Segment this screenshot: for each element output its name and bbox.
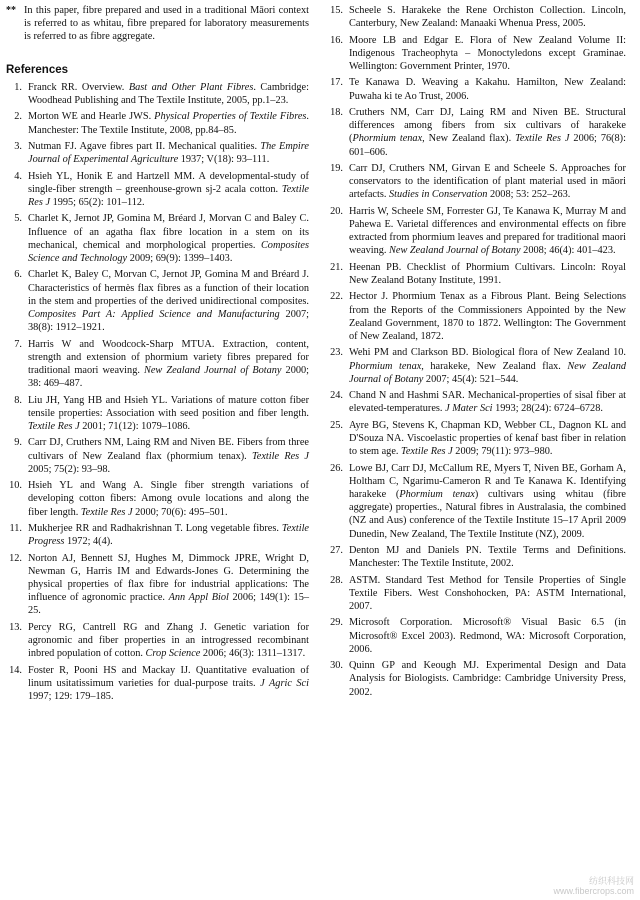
reference-italic-segment: Textile Res J bbox=[28, 183, 309, 208]
reference-text-segment: 2009; 69(9): 1399–1403. bbox=[127, 253, 233, 264]
reference-item bbox=[327, 659, 626, 699]
reference-italic-segment: J Mater Sci bbox=[445, 403, 493, 415]
reference-italic-segment: Textile Res J bbox=[515, 133, 570, 145]
reference-text-segment: 2000; 70(6): 495–501. bbox=[132, 506, 228, 518]
reference-text-segment: 2009; 79(11): 973–980. bbox=[452, 446, 553, 458]
reference-text-segment: Liu JH, Yang HB and Hsieh YL. Variations of mature cotton fiber tensile properties: Association with seed position and fiber length. bbox=[28, 394, 309, 419]
reference-item bbox=[6, 436, 309, 476]
reference-text-segment: 2005; 75(2): 93–98. bbox=[28, 463, 111, 475]
reference-item bbox=[6, 170, 309, 210]
reference-text-segment: Hector J. Phormium Tenax as a Fibrous Plant. Being Selections from the Reports of the Commissioners Appointed by the New Zealand Government, 1870 to 1872. Wellington: The Government of New Zealand, 1872. bbox=[349, 291, 626, 342]
reference-number: 10. bbox=[9, 480, 22, 492]
reference-text bbox=[349, 4, 626, 30]
reference-text bbox=[28, 170, 309, 210]
reference-text-segment: Wehi PM and Clarkson BD. Biological flora of New Zealand 10. bbox=[349, 347, 626, 359]
reference-italic-segment: Physical Properties of Textile Fibres bbox=[154, 111, 307, 123]
reference-item bbox=[327, 162, 626, 202]
reference-text-segment: 1937; V(18): 93–111. bbox=[178, 154, 270, 166]
reference-italic-segment: Textile Res J bbox=[80, 506, 133, 518]
reference-text-segment: Franck RR. Overview. bbox=[28, 81, 129, 93]
reference-text-segment: 2007; 38(8): 1912–1921. bbox=[28, 309, 310, 334]
reference-text bbox=[28, 552, 309, 618]
reference-text-segment: . Manchester: The Textile Institute, 2008, pp.84–85. bbox=[28, 111, 309, 136]
reference-italic-segment: Textile Res J bbox=[401, 446, 453, 458]
reference-text-segment: 2006; 149(1): 15–25. bbox=[28, 592, 310, 617]
reference-text bbox=[28, 621, 309, 661]
reference-text-segment: Quinn GP and Keough MJ. Experimental Design and Data Analysis for Biologists. Cambridge: Cambridge University Press, 2002. bbox=[349, 660, 626, 698]
reference-number: 26. bbox=[330, 462, 343, 474]
reference-text-segment: Heenan PB. Checklist of Phormium Cultivars. Lincoln: Royal New Zealand Botany Institute, 1991. bbox=[349, 261, 626, 286]
reference-item bbox=[327, 616, 626, 656]
reference-item bbox=[327, 574, 626, 614]
reference-italic-segment: Textile Res J bbox=[252, 450, 310, 462]
reference-text-segment: Ayre BG, Stevens K, Chapman KD, Webber CL, Dagnon KL and D'Souza NA. Viscoelastic properties of kenaf bast fiber in relation to stem age. bbox=[349, 419, 626, 458]
reference-number: 18. bbox=[330, 106, 343, 118]
reference-item bbox=[6, 338, 309, 391]
reference-text-segment: 2001; 71(12): 1079–1086. bbox=[79, 421, 191, 432]
reference-item bbox=[327, 106, 626, 159]
reference-number: 28. bbox=[330, 574, 343, 586]
reference-item bbox=[6, 81, 309, 107]
reference-text-segment: 2008; 46(4): 401–423. bbox=[520, 245, 616, 257]
reference-item bbox=[327, 346, 626, 386]
reference-text-segment: . Cambridge: Woodhead Publishing and The Textile Institute, 2005, pp.1–23. bbox=[28, 81, 309, 107]
reference-text bbox=[28, 212, 309, 265]
reference-number: 14. bbox=[9, 664, 22, 676]
reference-item bbox=[327, 419, 626, 459]
right-column bbox=[319, 4, 626, 900]
reference-text-segment: 1995; 65(2): 101–112. bbox=[50, 197, 145, 208]
reference-text-segment: Charlet K, Jernot JP, Gomina M, Bréard J, Morvan C and Baley C. Influence of an agatha flax fibre location in a stem on its mechanical, chemical and morphological properties. bbox=[28, 213, 309, 251]
reference-text-segment: Lowe BJ, Carr DJ, McCallum RE, Myers T, Niven BE, Gorham A, Holtham C, Ngarimu-Cameron R and Te Kanawa K. Identifying harakeke ( bbox=[349, 462, 626, 500]
reference-number: 20. bbox=[330, 205, 343, 217]
reference-number: 4. bbox=[14, 170, 22, 182]
reference-number: 30. bbox=[330, 660, 343, 672]
reference-text-segment: 2008; 53: 252–263. bbox=[487, 189, 571, 201]
references-heading: References bbox=[6, 63, 69, 76]
watermark-line-2: www.fibercrops.com bbox=[553, 886, 634, 896]
reference-item bbox=[6, 394, 309, 434]
reference-text-segment: 2000; 38: 469–487. bbox=[28, 365, 309, 390]
reference-text bbox=[349, 205, 626, 258]
reference-text bbox=[28, 394, 309, 434]
reference-item bbox=[6, 110, 309, 136]
reference-item bbox=[6, 140, 309, 166]
footnote bbox=[6, 4, 309, 44]
reference-text bbox=[28, 81, 309, 107]
reference-number: 5. bbox=[14, 213, 22, 225]
reference-text bbox=[349, 389, 626, 415]
reference-number: 9. bbox=[14, 437, 22, 449]
reference-item bbox=[6, 212, 309, 265]
reference-text bbox=[28, 664, 309, 704]
reference-number: 1. bbox=[14, 81, 22, 93]
reference-text bbox=[349, 419, 626, 459]
reference-item bbox=[6, 664, 309, 704]
reference-italic-segment: Composites Science and Technology bbox=[28, 239, 309, 264]
footnote-text: In this paper, fibre prepared and used in a traditional Māori context is referred to as whitau, fibre prepared for laboratory measurements is referred to as fibre aggregate. bbox=[24, 5, 309, 43]
reference-italic-segment: Phormium tenax bbox=[352, 133, 423, 145]
reference-text-segment: Scheele S. Harakeke the Rene Orchiston Collection. Lincoln, Canterbury, New Zealand: Manaaki Whenua Press, 2005. bbox=[349, 5, 626, 30]
reference-text-segment: ) cultivars using whitau (fibre aggregate) properties., Natural fibres in Australasia, the combined (NZ and Aus) conference of the Textile Institute 15–17 April 2009 Dunedin, New Zealand, The Textile Institute (NZ), 2009. bbox=[349, 488, 626, 540]
reference-text-segment: Carr DJ, Cruthers NM, Girvan E and Scheele S. Approaches for conservators to the identification of plant material used in māori artefacts. bbox=[349, 162, 626, 201]
reference-number: 13. bbox=[9, 621, 22, 633]
reference-number: 19. bbox=[330, 162, 343, 174]
reference-number: 3. bbox=[14, 141, 22, 152]
reference-item bbox=[327, 544, 626, 570]
reference-text bbox=[349, 34, 626, 74]
reference-italic-segment: New Zealand Journal of Botany bbox=[389, 245, 521, 257]
footnote-mark: ** bbox=[6, 5, 16, 16]
reference-text-segment: 1972; 4(4). bbox=[64, 536, 113, 548]
reference-italic-segment: The Empire Journal of Experimental Agriculture bbox=[28, 141, 309, 166]
reference-item bbox=[327, 205, 626, 258]
reference-text-segment: Cruthers NM, Carr DJ, Laing RM and Niven BE. Structural differences among fibers from six cultivars of harakeke ( bbox=[349, 106, 626, 145]
reference-number: 2. bbox=[14, 111, 22, 123]
reference-italic-segment: Ann Appl Biol bbox=[168, 592, 229, 604]
reference-text bbox=[28, 436, 309, 476]
left-column bbox=[6, 4, 319, 900]
reference-text-segment: Chand N and Hashmi SAR. Mechanical-properties of sisal fiber at elevated-temperatures. bbox=[349, 390, 626, 415]
reference-item bbox=[327, 389, 626, 415]
reference-text-segment: Te Kanawa D. Weaving a Kakahu. Hamilton, New Zealand: Puwaha ki te Ao Trust, 2006. bbox=[349, 77, 626, 102]
reference-text-segment: , New Zealand flax). bbox=[422, 133, 516, 145]
reference-text-segment: ASTM. Standard Test Method for Tensile Properties of Single Textile Fibers. West Conshohocken, PA: ASTM International, 2007. bbox=[349, 574, 626, 612]
reference-italic-segment: Composites Part A: Applied Science and Manufacturing bbox=[28, 309, 280, 320]
reference-item bbox=[327, 4, 626, 30]
reference-text bbox=[28, 479, 309, 519]
reference-text-segment: Harris W and Woodcock-Sharp MTUA. Extraction, content, strength and extension of phormium variety fibres prepared for traditional maori weaving. bbox=[28, 338, 309, 376]
reference-text bbox=[28, 268, 309, 334]
reference-text-segment: 2006; 46(3): 1311–1317. bbox=[200, 648, 306, 660]
reference-item bbox=[6, 479, 309, 519]
reference-text-segment: Mukherjee RR and Radhakrishnan T. Long vegetable fibres. bbox=[28, 522, 282, 534]
reference-text-segment: Carr DJ, Cruthers NM, Laing RM and Niven BE. Fibers from three cultivars of New Zealand flax (phormium tenax). bbox=[28, 437, 309, 462]
reference-italic-segment: J Agric Sci bbox=[260, 677, 309, 689]
reference-number: 25. bbox=[330, 419, 343, 431]
reference-italic-segment: Studies in Conservation bbox=[389, 189, 488, 201]
watermark bbox=[553, 876, 634, 896]
reference-italic-segment: Bast and Other Plant Fibres bbox=[128, 81, 254, 93]
reference-number: 12. bbox=[9, 552, 22, 564]
watermark-line-1: 纺织科技网 bbox=[588, 876, 634, 886]
references-list-left bbox=[6, 81, 309, 703]
reference-text bbox=[349, 616, 626, 656]
reference-text bbox=[28, 338, 309, 391]
reference-text-segment: 2007; 45(4): 521–544. bbox=[423, 373, 519, 385]
reference-number: 6. bbox=[14, 269, 22, 281]
reference-text-segment: Percy RG, Cantrell RG and Zhang J. Genetic variation for agronomic and fiber properties in an introgressed recombinant inbred population of cotton. bbox=[28, 621, 309, 660]
reference-number: 29. bbox=[330, 617, 343, 629]
reference-item bbox=[6, 552, 309, 618]
reference-item bbox=[6, 621, 309, 661]
reference-text-segment: Microsoft Corporation. Microsoft® Visual Basic 6.5 (in Microsoft® Excel 2003). Redmond, WA: Microsoft Corporation, 2006. bbox=[349, 617, 626, 655]
reference-number: 24. bbox=[330, 390, 343, 402]
reference-item bbox=[327, 261, 626, 287]
reference-text-segment: Hsieh YL and Wang A. Single fiber strength variations of developing cotton fibers: Among ovule locations and along the fiber length. bbox=[28, 480, 309, 518]
reference-italic-segment: Crop Science bbox=[145, 648, 201, 660]
reference-text-segment: Norton AJ, Bennett SJ, Hughes M, Dimmock JPRE, Wright D, Newman G, Harris IM and Edwards-Jones G. Determining the physical properties of flax fibre for industrial applications: The influence of agronomic practice. bbox=[28, 552, 309, 604]
reference-text-segment: , harakeke, New Zealand flax. bbox=[421, 360, 568, 372]
reference-number: 27. bbox=[330, 544, 343, 556]
reference-number: 7. bbox=[14, 338, 22, 350]
reference-item bbox=[6, 268, 309, 334]
reference-text bbox=[349, 162, 626, 202]
reference-item bbox=[327, 76, 626, 102]
reference-number: 17. bbox=[330, 77, 343, 89]
reference-number: 23. bbox=[330, 347, 343, 359]
reference-text bbox=[349, 261, 626, 287]
reference-text bbox=[349, 462, 626, 541]
reference-text-segment: Morton WE and Hearle JWS. bbox=[28, 111, 155, 123]
reference-text bbox=[28, 522, 309, 548]
reference-italic-segment: Phormium tenax bbox=[399, 488, 475, 500]
reference-italic-segment: Textile Progress bbox=[28, 522, 309, 548]
reference-item bbox=[6, 522, 309, 548]
references-list-right bbox=[327, 4, 626, 699]
reference-text-segment: 1993; 28(24): 6724–6728. bbox=[492, 403, 603, 415]
reference-text-segment: Moore LB and Edgar E. Flora of New Zealand Volume II: Indigenous Tracheophyta – Monoctyledons except Graminae. Wellington: Government Printer, 1970. bbox=[349, 34, 626, 72]
reference-text bbox=[349, 574, 626, 614]
reference-text bbox=[349, 76, 626, 102]
reference-text-segment: Nutman FJ. Agave fibres part II. Mechanical qualities. bbox=[28, 141, 261, 152]
reference-number: 8. bbox=[14, 394, 22, 406]
reference-number: 22. bbox=[330, 291, 343, 303]
reference-text bbox=[28, 140, 309, 166]
reference-text bbox=[349, 290, 626, 343]
reference-text bbox=[349, 659, 626, 699]
reference-number: 11. bbox=[9, 522, 22, 534]
reference-text-segment: 1997; 129: 179–185. bbox=[28, 690, 114, 702]
reference-italic-segment: New Zealand Journal of Botany bbox=[143, 365, 282, 376]
reference-text-segment: Foster R, Pooni HS and Mackay IJ. Quantitative evaluation of linum usitatissimum varieties for dual-purpose traits. bbox=[28, 664, 309, 689]
reference-item bbox=[327, 290, 626, 343]
reference-text bbox=[349, 346, 626, 386]
reference-item bbox=[327, 34, 626, 74]
reference-text-segment: Charlet K, Baley C, Morvan C, Jernot JP, Gomina M and Bréard J. Characteristics of hermès flax fibres as a function of their location in the stem and properties of the derived unidirectional composites. bbox=[28, 269, 309, 307]
reference-number: 16. bbox=[330, 34, 343, 46]
reference-italic-segment: Textile Res J bbox=[28, 421, 80, 432]
reference-item bbox=[327, 462, 626, 541]
reference-italic-segment: Phormium tenax bbox=[349, 360, 422, 372]
reference-text-segment: Harris W, Scheele SM, Forrester GJ, Te Kanawa K, Murray M and Pahewa E. Varietal differences and environmental effects on fibre extracted from phormium leaves and prepared for traditional maori weaving. bbox=[349, 205, 626, 257]
reference-text bbox=[28, 110, 309, 136]
reference-text-segment: Hsieh YL, Honik E and Hartzell MM. A developmental-study of single-fiber strength – greenhouse-grown sj-2 acala cotton. bbox=[28, 170, 309, 195]
reference-number: 15. bbox=[330, 5, 343, 16]
reference-text-segment: 2006; 76(8): 601–606. bbox=[349, 133, 626, 158]
reference-italic-segment: New Zealand Journal of Botany bbox=[349, 360, 626, 385]
reference-number: 21. bbox=[330, 261, 343, 273]
reference-text bbox=[349, 544, 626, 570]
reference-text bbox=[349, 106, 626, 159]
reference-text-segment: Denton MJ and Daniels PN. Textile Terms and Definitions. Manchester: The Textile Institute, 2002. bbox=[349, 544, 626, 570]
